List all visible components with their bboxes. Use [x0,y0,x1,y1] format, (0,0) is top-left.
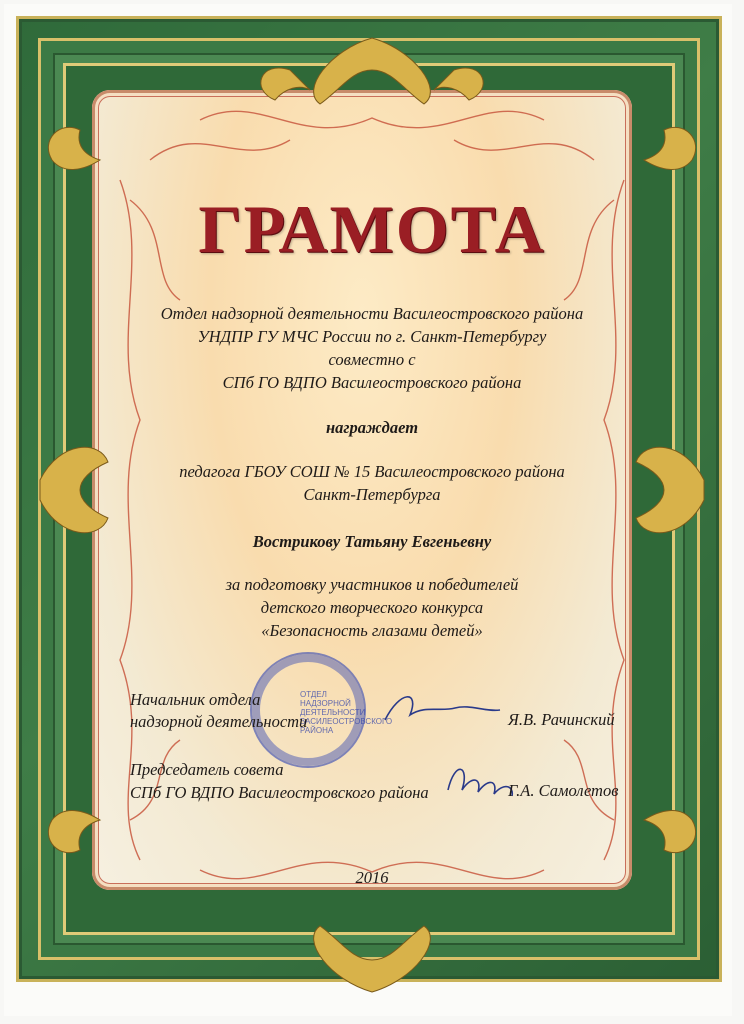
recipient-role-line-2: Санкт-Петербурга [303,485,441,504]
reason-line-3: «Безопасность глазами детей» [261,621,483,640]
signatory-1-position-line-2: надзорной деятельности [130,712,308,731]
certificate-title: ГРАМОТА [198,191,546,267]
issuer-line-4: СПб ГО ВДПО Василеостровского района [222,373,522,392]
signatory-1-name: Я.В. Рачинский [508,710,615,729]
certificate-year: 2016 [355,868,389,887]
stamp-text: ОТДЕЛ НАДЗОРНОЙ ДЕЯТЕЛЬНОСТИ ВАСИЛЕОСТРОВСКОГО РАЙОНА [300,690,393,735]
reason-line-1: за подготовку участников и победителей [225,575,519,594]
issuer-line-1: Отдел надзорной деятельности Василеостровского района [160,304,584,323]
signature-rachinsky [385,697,500,720]
issuer-line-2: УНДПР ГУ МЧС России по г. Санкт-Петербургу [197,327,547,346]
recipient-role-line-1: педагога ГБОУ СОШ № 15 Василеостровского района [179,462,565,481]
signature-samoletov [448,769,512,796]
reason-line-2: детского творческого конкурса [260,598,484,617]
signatory-2-name: Г.А. Самолетов [508,781,619,800]
recipient-name: Вострикову Татьяну Евгеньевну [252,532,492,551]
awards-verb: награждает [325,418,419,437]
signatory-2-position-line-1: Председатель совета [130,760,284,779]
issuer-line-3: совместно с [328,350,416,369]
signatory-1-position-line-1: Начальник отдела [130,690,261,709]
signatory-2-position-line-2: СПб ГО ВДПО Василеостровского района [130,783,429,802]
